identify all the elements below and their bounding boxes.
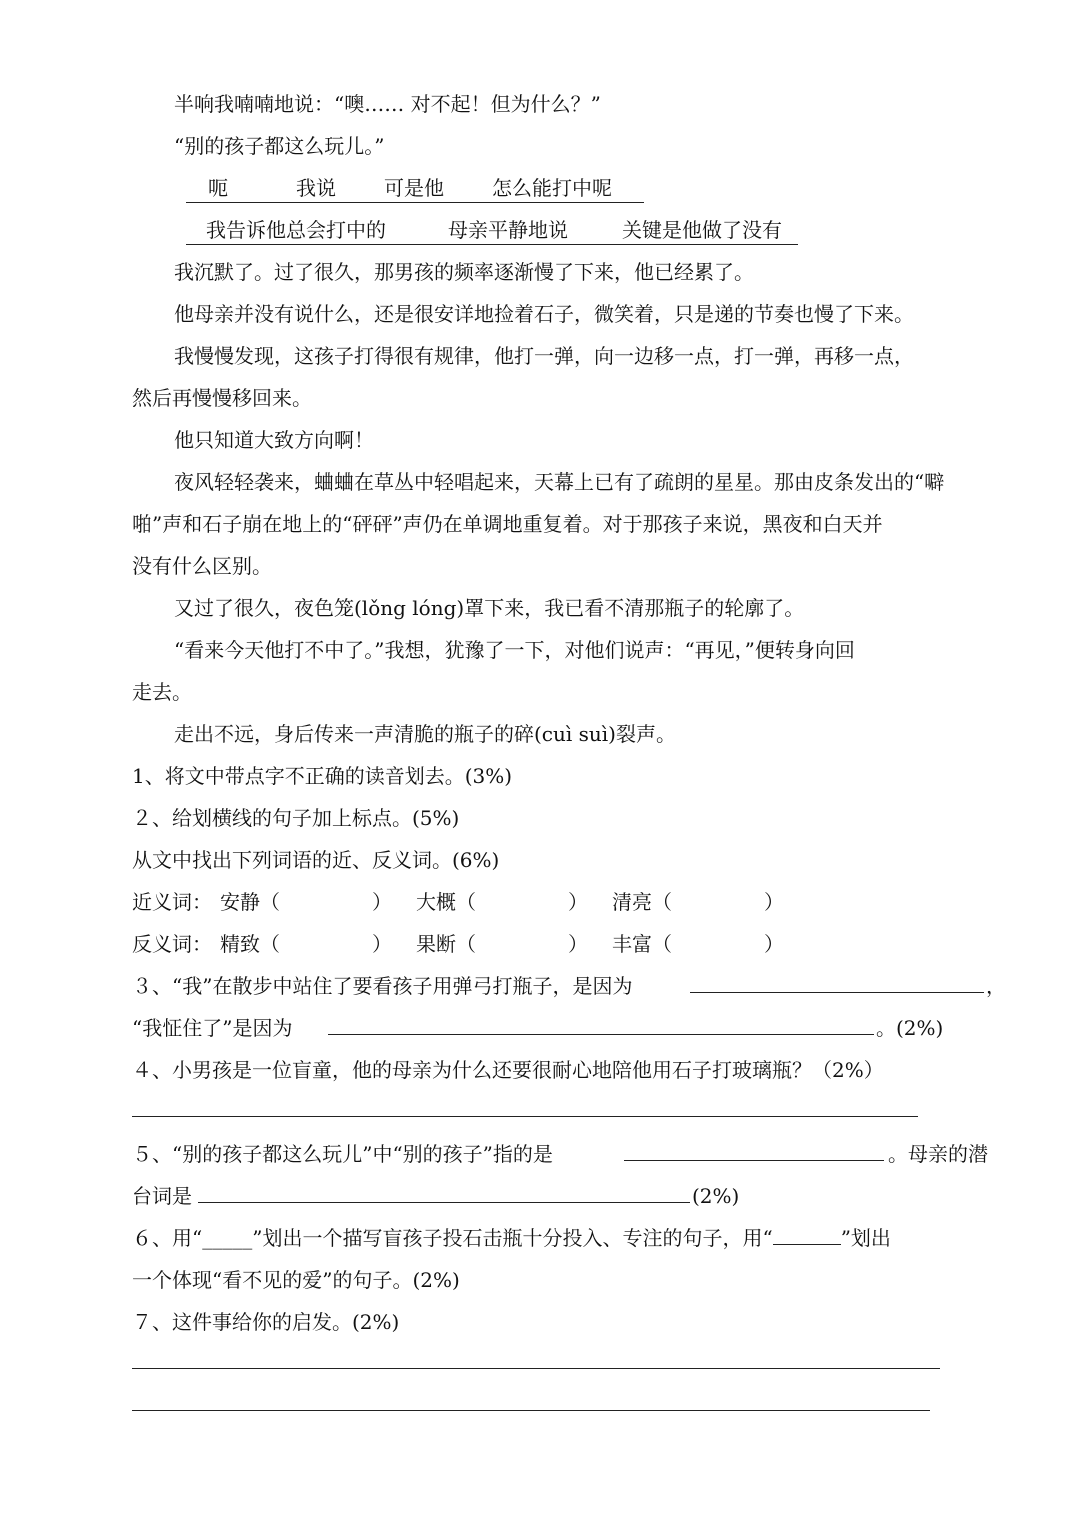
question-2-subtask: 从文中找出下列词语的近、反义词。(6%) — [132, 848, 500, 872]
wavy-line-mark — [773, 1226, 841, 1245]
question-2: ２、给划横线的句子加上标点。(5%) — [132, 806, 460, 830]
antonym-paren: ） — [568, 932, 588, 956]
antonym-label: 反义词： — [132, 932, 212, 956]
paragraph-continued: 没有什么区别。 — [132, 554, 272, 578]
paragraph-continued: 走去。 — [132, 680, 192, 704]
answer-blank[interactable] — [624, 1160, 884, 1161]
question-3-end: 。(2%) — [876, 1016, 944, 1040]
paragraph: 我沉默了。过了很久，那男孩的频率逐渐慢了下来，他已经累了。 — [174, 260, 754, 284]
answer-blank[interactable] — [328, 1034, 874, 1035]
paragraph: “看来今天他打不中了。”我想，犹豫了一下，对他们说声：“再见，”便转身向回 — [174, 638, 855, 662]
paragraph: 他只知道大致方向啊！ — [174, 428, 374, 452]
question-3-line-2: “我怔住了”是因为 — [132, 1016, 293, 1040]
question-6-line-1 — [132, 1224, 891, 1252]
paragraph: 走出不远，身后传来一声清脆的瓶子的碎(cuì suì)裂声。 — [174, 722, 676, 746]
question-4: ４、小男孩是一位盲童，他的母亲为什么还要很耐心地陪他用石子打玻璃瓶？（2%） — [132, 1058, 884, 1082]
underlined-segment: 可是他 — [384, 176, 444, 200]
paragraph: 半响我喃喃地说：“噢…… 对不起！但为什么？” — [174, 92, 601, 116]
antonym-paren: ） — [764, 932, 784, 956]
underlined-segment: 关键是他做了没有 — [622, 218, 782, 242]
question-3-comma: ， — [986, 974, 1006, 998]
underlined-segment: 我告诉他总会打中的 — [206, 218, 386, 242]
question-5-line-1: ５、“别的孩子都这么玩儿”中“别的孩子”指的是 — [132, 1142, 553, 1166]
synonym-label: 近义词： — [132, 890, 212, 914]
paragraph-continued: 啪”声和石子崩在地上的“砰砰”声仍在单调地重复着。对于那孩子来说，黑夜和白天并 — [132, 512, 883, 536]
paragraph: 又过了很久，夜色笼(lǒng lóng)罩下来，我已看不清那瓶子的轮廓了。 — [174, 596, 805, 620]
underlined-segment: 母亲平静地说 — [448, 218, 568, 242]
question-5-score: (2%) — [692, 1184, 740, 1208]
antonym-item: 果断（ — [416, 932, 476, 956]
synonym-item: 清亮（ — [612, 890, 672, 914]
paragraph-continued: 然后再慢慢移回来。 — [132, 386, 312, 410]
question-6-text: ”划出一个描写盲孩子投石击瓶十分投入、专注的句子，用“ — [252, 1226, 773, 1250]
paragraph: 我慢慢发现，这孩子打得很有规律，他打一弹，向一边移一点，打一弹，再移一点， — [174, 344, 914, 368]
question-5-line-2: 台词是 — [132, 1184, 192, 1208]
synonym-paren: ） — [764, 890, 784, 914]
question-5-continued: 。母亲的潜 — [888, 1142, 988, 1166]
underlined-segment: 呃 — [208, 176, 228, 200]
question-7: ７、这件事给你的启发。(2%) — [132, 1310, 400, 1334]
paragraph: 夜风轻轻袭来，蛐蛐在草丛中轻唱起来，天幕上已有了疏朗的星星。那由皮条发出的“噼 — [174, 470, 945, 494]
question-6-line-2: 一个体现“看不见的爱”的句子。(2%) — [132, 1268, 460, 1292]
paragraph: “别的孩子都这么玩儿。” — [174, 134, 385, 158]
answer-line[interactable] — [132, 1368, 940, 1369]
paragraph: 他母亲并没有说什么，还是很安详地捡着石子，微笑着，只是递的节奏也慢了下来。 — [174, 302, 914, 326]
synonym-paren: ） — [372, 890, 392, 914]
underlined-sentence-2 — [186, 216, 798, 245]
synonym-row — [132, 888, 212, 916]
question-1: 1、将文中带点字不正确的读音划去。(3%) — [132, 764, 513, 788]
answer-blank[interactable] — [198, 1202, 690, 1203]
synonym-paren: ） — [568, 890, 588, 914]
underlined-segment: 我说 — [296, 176, 336, 200]
antonym-item: 丰富（ — [612, 932, 672, 956]
synonym-item: 大概（ — [416, 890, 476, 914]
synonym-item: 安静（ — [220, 890, 280, 914]
answer-blank[interactable] — [690, 992, 984, 993]
answer-line[interactable] — [132, 1410, 930, 1411]
underline-mark: _____ — [202, 1226, 253, 1250]
question-6-text: ”划出 — [840, 1226, 891, 1250]
question-6-text: ６、用“ — [132, 1226, 203, 1250]
antonym-item: 精致（ — [220, 932, 280, 956]
antonym-paren: ） — [372, 932, 392, 956]
underlined-segment: 怎么能打中呢 — [492, 176, 612, 200]
answer-line[interactable] — [132, 1116, 918, 1117]
question-3-line-1: ３、“我”在散步中站住了要看孩子用弹弓打瓶子，是因为 — [132, 974, 633, 998]
underlined-sentence-1 — [186, 174, 644, 203]
